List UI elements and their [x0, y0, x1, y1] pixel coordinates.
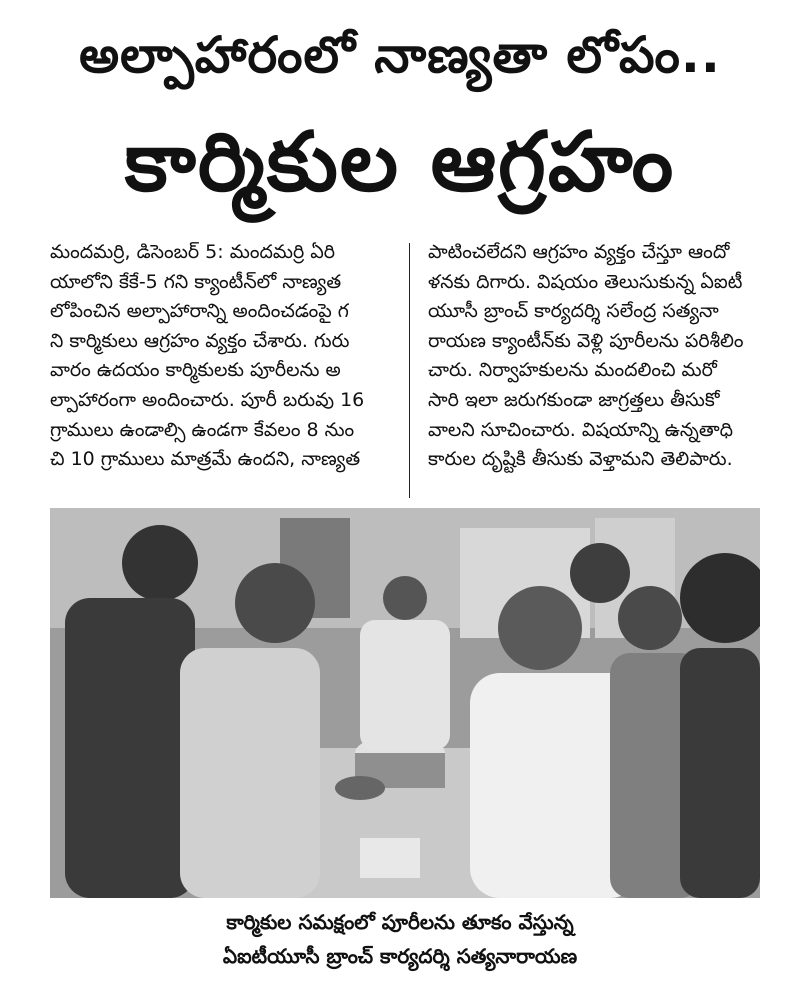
body-line: రాయణ క్యాంటీన్‌కు వెళ్లి పూరీలను పరిశీలిం: [428, 329, 744, 352]
body-line: వాలని సూచించారు. విషయాన్ని ఉన్నతాధి: [428, 418, 734, 441]
body-line: సారి ఇలా జరుగకుండా జాగ్రత్తలు తీసుకో: [428, 388, 720, 411]
body-line: ల్పాహారంగా అందించారు. పూరీ బరువు 16: [50, 388, 365, 411]
headline-kicker: అల్పాహారంలో నాణ్యతా లోపం..: [79, 26, 721, 84]
body-line: ని కార్మికులు ఆగ్రహం వ్యక్తం చేశారు. గురు: [50, 329, 350, 352]
article-body-left-column: [50, 238, 400, 475]
column-divider: [409, 243, 410, 498]
body-line: మందమర్రి, డిసెంబర్ 5: మందమర్రి ఏరి: [50, 241, 336, 263]
body-line: గ్రాములు ఉండాల్సి ఉండగా కేవలం 8 నుం: [50, 418, 355, 441]
body-line: ళనకు దిగారు. విషయం తెలుసుకున్న ఏఐటీ: [428, 270, 743, 293]
body-line: యూసీ బ్రాంచ్ కార్యదర్శి సలేంద్ర సత్యనా: [428, 300, 719, 323]
body-line: యాలోని కేకే-5 గని క్యాంటీన్‌లో నాణ్యత: [50, 270, 342, 293]
body-line: చారు. నిర్వాహకులను మందలించి మరో: [428, 359, 717, 382]
news-photo: [50, 508, 760, 898]
article-body-right-column: [428, 238, 758, 475]
photo-caption: [0, 905, 800, 973]
caption-line: కార్మికుల సమక్షంలో పూరీలను తూకం వేస్తున్న: [226, 910, 574, 934]
body-line: వారం ఉదయం కార్మికులకు పూరీలను అ: [50, 359, 341, 382]
body-line: లోపించిన అల్పాహారాన్ని అందించడంపై గ: [50, 300, 349, 323]
body-line: చి 10 గ్రాములు మాత్రమే ఉందని, నాణ్యత: [50, 448, 361, 471]
headline-main: కార్మికుల ఆగ్రహం: [124, 115, 676, 210]
body-line: కారుల దృష్టికి తీసుకు వెళ్తామని తెలిపారు.: [428, 448, 733, 471]
body-line: పాటించలేదని ఆగ్రహం వ్యక్తం చేస్తూ ఆందో: [428, 241, 730, 263]
caption-line: ఏఐటీయూసీ బ్రాంచ్ కార్యదర్శి సత్యనారాయణ: [222, 944, 578, 968]
news-photo-illustration: [50, 508, 760, 898]
